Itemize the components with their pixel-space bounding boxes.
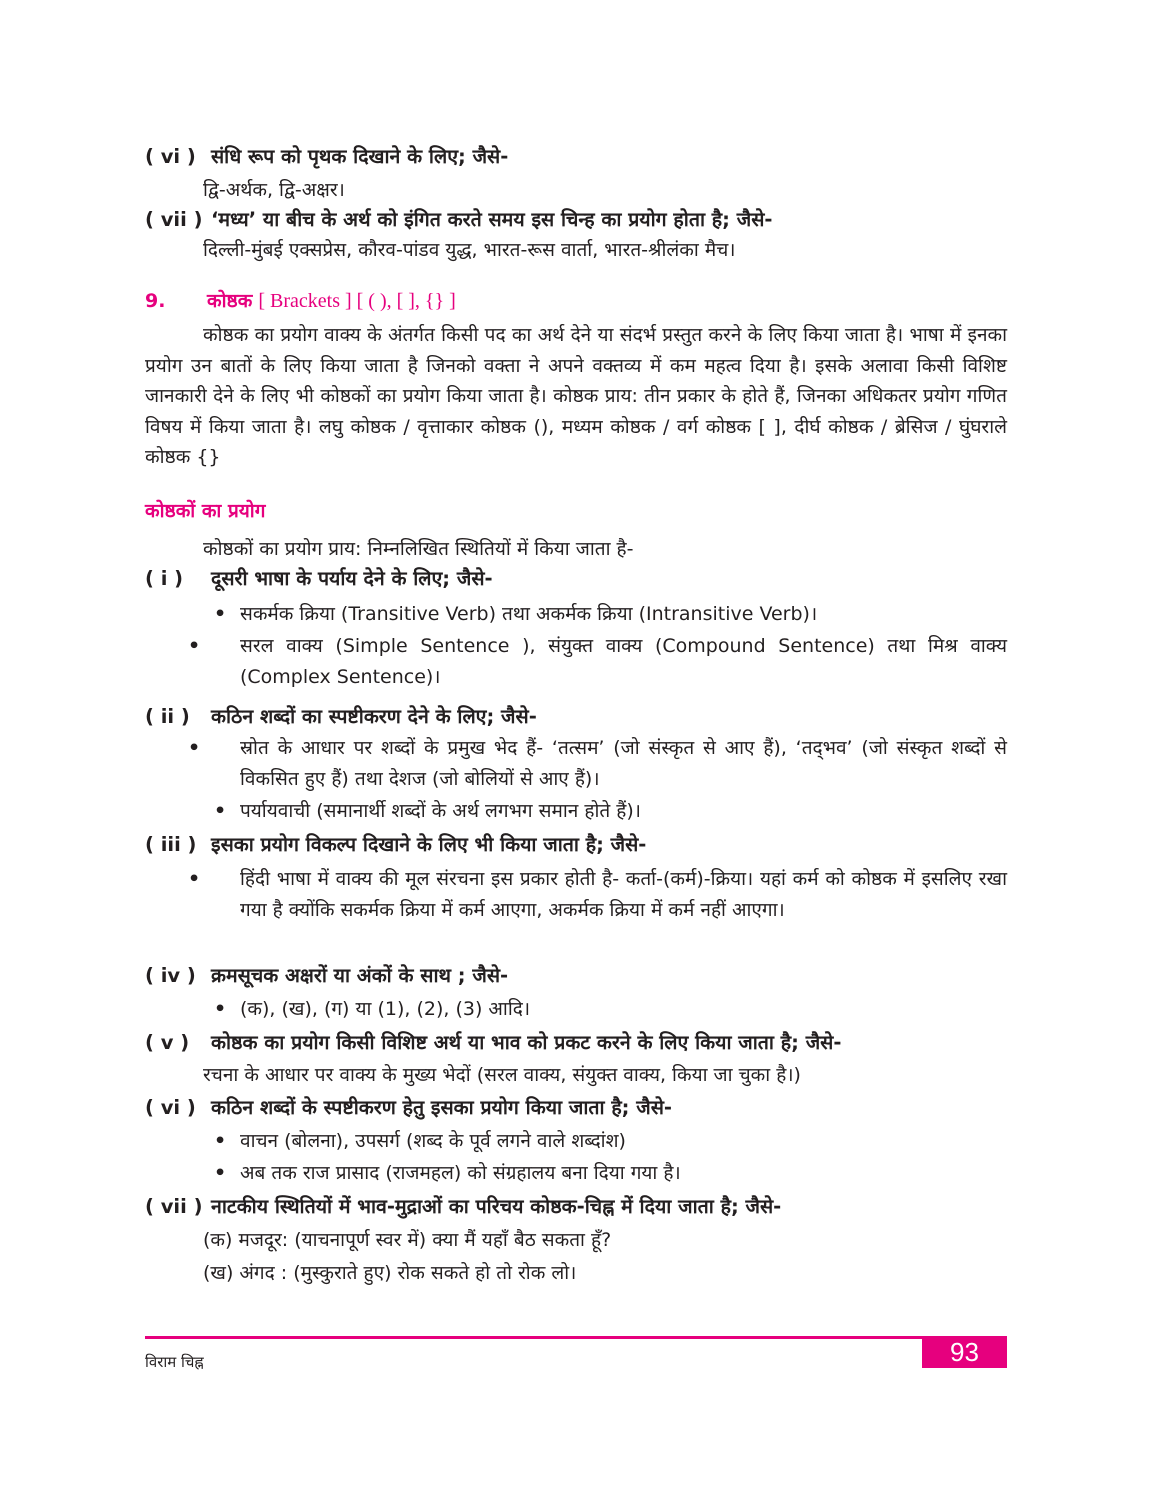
item-number: ( vii ) (145, 208, 203, 231)
item-number: ( i ) (145, 567, 184, 590)
top-item-vii-heading (145, 206, 772, 234)
bullet-icon: • (214, 603, 227, 625)
bullet-icon: • (188, 635, 201, 657)
item-heading: कठिन शब्दों के स्पष्टीकरण हेतु इसका प्रयोग किया जाता है; जैसे- (211, 1096, 673, 1119)
bullet-text: स्रोत के आधार पर शब्दों के प्रमुख भेद हैं- ‘तत्सम’ (जो संस्कृत से आए हैं), ‘तद्‌भव’ (जो संस्कृत शब्दों से विकसित हुए हैं) तथा देशज (जो बोलियों से आए हैं)। (240, 737, 1007, 790)
usage-item-i-heading (145, 565, 493, 593)
bullet-text: वाचन (बोलना), उपसर्ग (शब्द के पूर्व लगने वाले शब्दांश) (240, 1130, 626, 1152)
item-heading: कठिन शब्दों का स्पष्टीकरण देने के लिए; जैसे- (211, 705, 537, 728)
item-heading: इसका प्रयोग विकल्प दिखाने के लिए भी किया जाता है; जैसे- (211, 833, 647, 856)
bullet-text: सकर्मक क्रिया (Transitive Verb) तथा अकर्मक क्रिया (Intransitive Verb)। (240, 603, 818, 625)
bullet-text: अब तक राज प्रासाद (राजमहल) को संग्रहालय बना दिया गया है। (240, 1162, 681, 1184)
bullet-item (214, 995, 530, 1023)
top-item-vii-example: दिल्ली-मुंबई एक्सप्रेस, कौरव-पांडव युद्ध, भारत-रूस वार्ता, भारत-श्रीलंका मैच। (203, 239, 736, 261)
bullet-item (214, 797, 641, 825)
usage-item-iii-heading (145, 831, 646, 859)
item-number: ( iii ) (145, 833, 197, 856)
item-number: ( iv ) (145, 964, 196, 987)
bullet-item (214, 1127, 626, 1155)
bullet-text: सरल वाक्य (Simple Sentence ), संयुक्त वाक्य (Compound Sentence) तथा मिश्र वाक्य (Complex Sentence)। (240, 635, 1007, 688)
top-item-vi-example: द्वि-अर्थक, द्वि-अक्षर। (203, 179, 345, 201)
bullet-item (188, 864, 1007, 925)
section-heading (145, 287, 456, 315)
item-heading: कोष्ठक का प्रयोग किसी विशिष्ट अर्थ या भाव को प्रकट करने के लिए किया जाता है; जैसे- (211, 1031, 842, 1054)
top-item-vi-heading (145, 143, 508, 171)
item-heading: नाटकीय स्थितियों में भाव-मुद्राओं का परिचय कोष्ठक-चिह्न में दिया जाता है; जैसे- (211, 1195, 782, 1218)
section-paragraph: कोष्ठक का प्रयोग वाक्य के अंतर्गत किसी पद का अर्थ देने या संदर्भ प्रस्तुत करने के लिए किया जाता है। भाषा में इनका प्रयोग उन बातों के लिए किया जाता है जिनको वक्ता ने अपने वक्तव्य में कम महत्व दिया है। इसके अलावा किसी विशिष्ट जानकारी देने के लिए भी कोष्ठकों का प्रयोग किया जाता है। कोष्ठक प्राय: तीन प्रकार के होते हैं, जिनका अधिकतर प्रयोग गणित विषय में किया जाता है। लघु कोष्ठक / वृत्ताकार कोष्ठक (), मध्यम कोष्ठक / वर्ग कोष्ठक [ ], दीर्घ कोष्ठक / ब्रेसिज / घुंघराले कोष्ठक {} (145, 324, 1007, 468)
bullet-icon: • (214, 1162, 227, 1184)
section-title-brackets: [ Brackets ] [ ( ), [ ], {} ] (258, 290, 456, 312)
section-title-hindi: कोष्ठक (207, 290, 253, 312)
bullet-icon: • (214, 1130, 227, 1152)
item-number: ( ii ) (145, 705, 190, 728)
bullet-item (214, 600, 817, 628)
footer-rule (145, 1336, 1007, 1339)
bullet-text: (क), (ख), (ग) या (1), (2), (3) आदि। (240, 998, 531, 1020)
usage-item-vi-heading (145, 1094, 672, 1122)
bullet-item (188, 733, 1007, 794)
bullet-text: पर्यायवाची (समानार्थी शब्दों के अर्थ लगभग समान होते हैं)। (240, 800, 641, 822)
bullet-icon: • (188, 737, 201, 759)
bullet-icon: • (188, 868, 201, 890)
item-heading: संधि रूप को पृथक दिखाने के लिए; जैसे- (211, 145, 509, 168)
bullet-item (214, 1159, 681, 1187)
usage-item-v-heading (145, 1029, 841, 1057)
bullet-icon: • (214, 998, 227, 1020)
page-number: 93 (922, 1336, 1007, 1368)
usage-item-vii-heading (145, 1193, 781, 1221)
item-heading: दूसरी भाषा के पर्याय देने के लिए; जैसे- (211, 567, 493, 590)
usage-item-iv-heading (145, 962, 508, 990)
bullet-item (188, 631, 1007, 692)
footer-chapter-title: विराम चिह्न (145, 1353, 204, 1371)
section-number: 9. (145, 290, 166, 312)
bullet-text: हिंदी भाषा में वाक्य की मूल संरचना इस प्रकार होती है- कर्ता-(कर्म)-क्रिया। यहां कर्म को कोष्ठक में इसलिए रखा गया है क्योंकि सकर्मक क्रिया में कर्म आएगा, अकर्मक क्रिया में कर्म नहीं आएगा। (240, 868, 1007, 921)
item-heading: ‘मध्य’ या बीच के अर्थ को इंगित करते समय इस चिन्ह का प्रयोग होता है; जैसे- (211, 208, 773, 231)
item-heading: क्रमसूचक अक्षरों या अंकों के साथ ; जैसे- (211, 964, 509, 987)
usage-item-vii-example: (ख) अंगद : (मुस्कुराते हुए) रोक सकते हो तो रोक लो। (203, 1262, 577, 1284)
item-number: ( vii ) (145, 1195, 203, 1218)
usage-intro: कोष्ठकों का प्रयोग प्राय: निम्नलिखित स्थितियों में किया जाता है- (203, 538, 634, 560)
usage-item-vii-example: (क) मजदूर: (याचनापूर्ण स्वर में) क्या मैं यहाँ बैठ सकता हूँ? (203, 1229, 612, 1251)
item-number: ( vi ) (145, 145, 196, 168)
usage-item-v-example: रचना के आधार पर वाक्य के मुख्य भेदों (सरल वाक्य, संयुक्त वाक्य, किया जा चुका है।) (203, 1064, 801, 1086)
item-number: ( vi ) (145, 1096, 196, 1119)
item-number: ( v ) (145, 1031, 190, 1054)
bullet-icon: • (214, 800, 227, 822)
usage-heading: कोष्ठकों का प्रयोग (145, 500, 266, 522)
usage-item-ii-heading (145, 703, 537, 731)
